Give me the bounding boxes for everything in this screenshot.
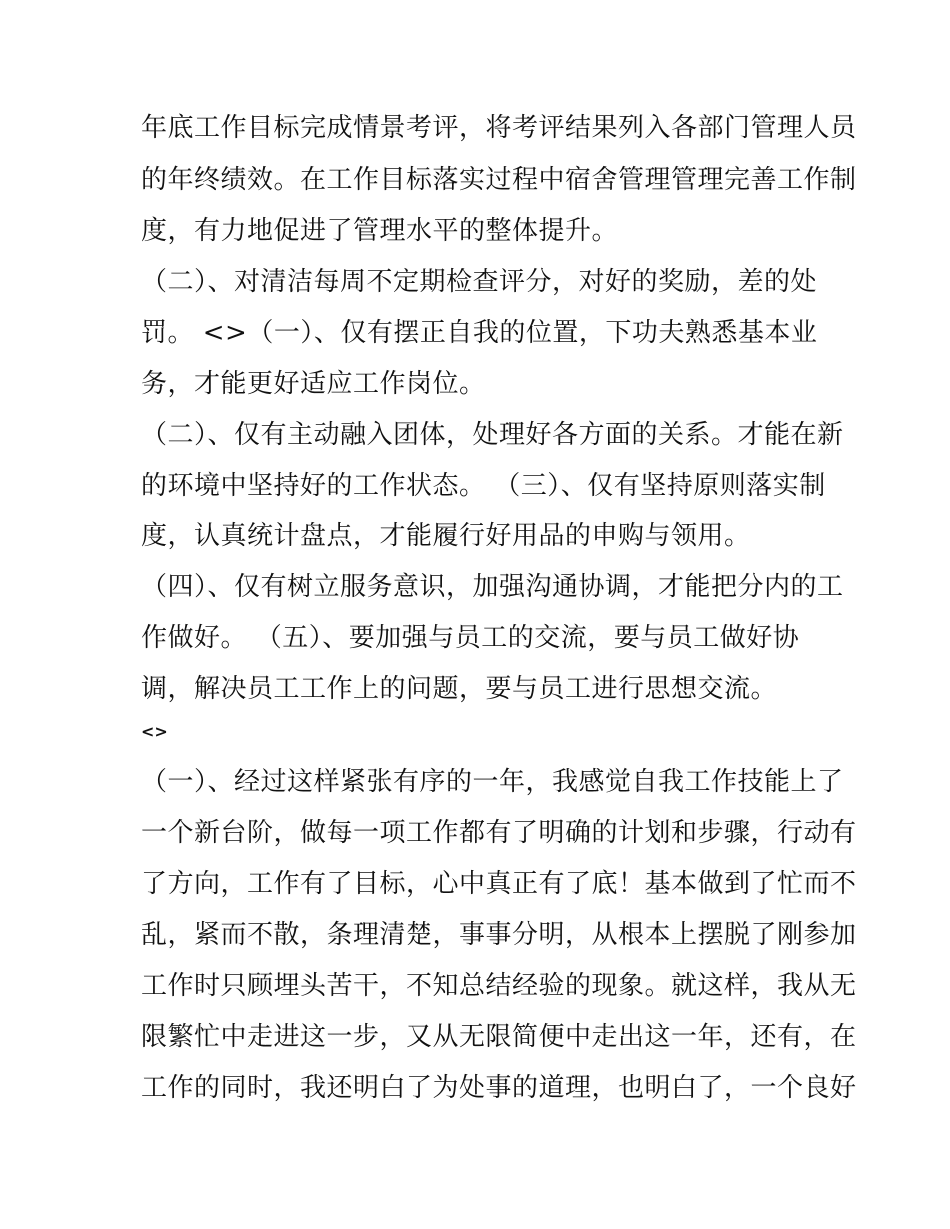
paragraph-line: 限繁忙中走进这一步，又从无限简便中走出这一年，还有，在 (141, 1022, 857, 1052)
paragraph-line: （二）、对清洁每周不定期检查评分，对好的奖励，差的处 (141, 267, 818, 297)
section-marker: <> (141, 722, 168, 741)
paragraph-line: （二）、仅有主动融入团体，处理好各方面的关系。才能在新 (141, 420, 844, 450)
paragraph-line: 度，有力地促进了管理水平的整体提升。 (141, 216, 619, 246)
paragraph-line: 了方向，工作有了目标，心中真正有了底！基本做到了忙而不 (141, 869, 857, 899)
paragraph-line: 作做好。 （五）、要加强与员工的交流，要与员工做好协 (141, 623, 800, 653)
paragraph-line: 度，认真统计盘点，才能履行好用品的申购与领用。 (141, 521, 751, 551)
paragraph-line: 的环境中坚持好的工作状态。 （三）、仅有坚持原则落实制 (141, 471, 826, 501)
paragraph-line: 工作时只顾埋头苦干，不知总结经验的现象。就这样，我从无 (141, 971, 857, 1001)
paragraph-line: 务，才能更好适应工作岗位。 (141, 369, 486, 399)
paragraph-line: 年底工作目标完成情景考评，将考评结果列入各部门管理人员 (141, 113, 857, 143)
paragraph-line: 一个新台阶，做每一项工作都有了明确的计划和步骤，行动有 (141, 818, 857, 848)
paragraph-line: 罚。 <>（一）、仅有摆正自我的位置，下功夫熟悉基本业 (141, 318, 818, 348)
paragraph-line: 的年终绩效。在工作目标落实过程中宿舍管理管理完善工作制 (141, 165, 857, 195)
paragraph-line: （四）、仅有树立服务意识，加强沟通协调，才能把分内的工 (141, 572, 844, 602)
paragraph-line: （一）、经过这样紧张有序的一年，我感觉自我工作技能上了 (141, 767, 844, 797)
paragraph-line: 工作的同时，我还明白了为处事的道理，也明白了，一个良好 (141, 1073, 857, 1103)
paragraph-line: 乱，紧而不散，条理清楚，事事分明，从根本上摆脱了刚参加 (141, 920, 857, 950)
paragraph-line: 调，解决员工工作上的问题，要与员工进行思想交流。 (141, 674, 778, 704)
